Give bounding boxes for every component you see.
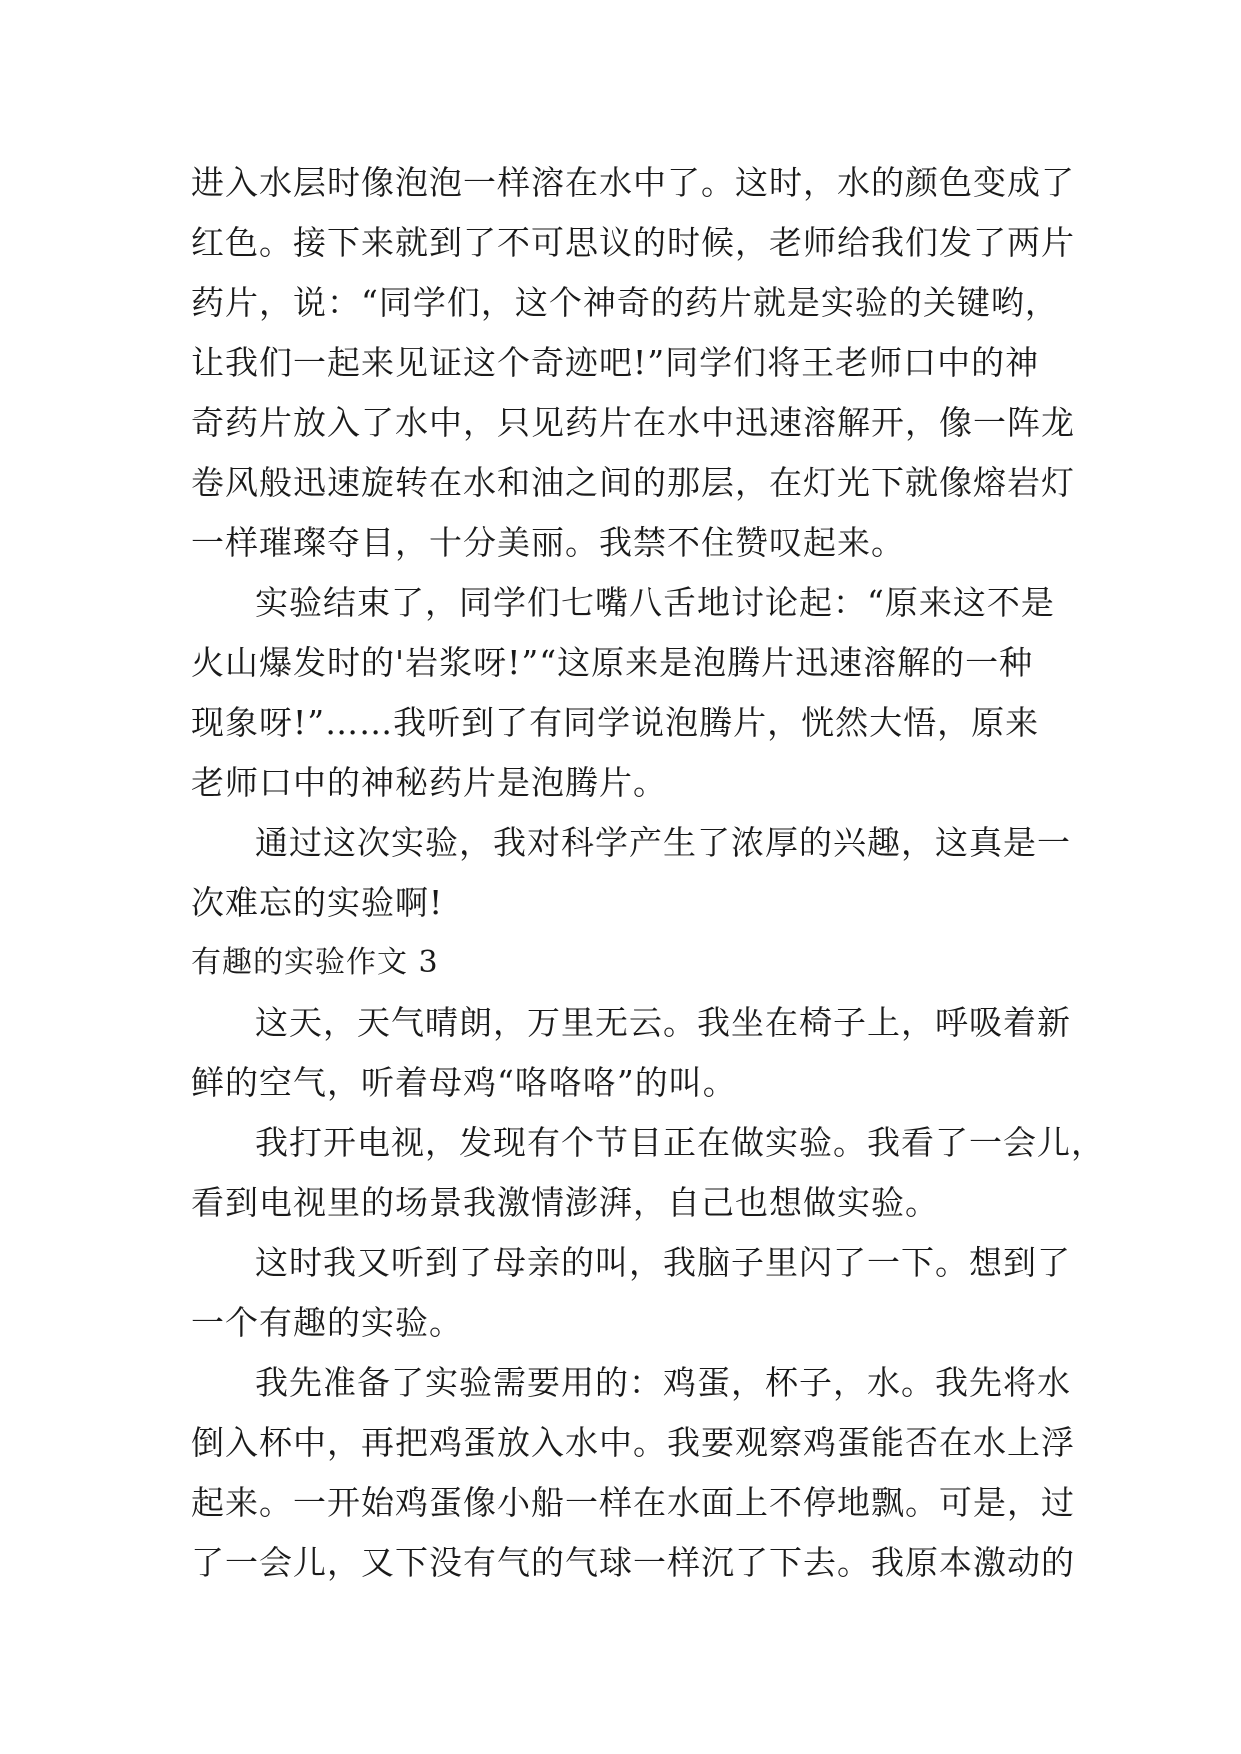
text-line: 卷风般迅速旋转在水和油之间的那层，在灯光下就像熔岩灯 (191, 463, 1075, 502)
section-heading: 有趣的实验作文 3 (191, 945, 439, 980)
text-line: 进入水层时像泡泡一样溶在水中了。这时，水的颜色变成了 (191, 163, 1075, 202)
text-line: 现象呀!”……我听到了有同学说泡腾片，恍然大悟，原来 (191, 703, 1040, 742)
text-line: 了一会儿，又下没有气的气球一样沉了下去。我原本激动的 (191, 1543, 1075, 1582)
text-line: 鲜的空气，听着母鸡“咯咯咯”的叫。 (191, 1063, 737, 1102)
text-line: 我打开电视，发现有个节目正在做实验。我看了一会儿， (255, 1123, 1105, 1162)
text-line: 老师口中的神秘药片是泡腾片。 (191, 763, 667, 802)
essay-body (191, 153, 1105, 1593)
text-line: 实验结束了，同学们七嘴八舌地讨论起：“原来这不是 (255, 583, 1055, 622)
text-line: 药片，说：“同学们，这个神奇的药片就是实验的关键哟， (191, 283, 1059, 322)
text-line: 次难忘的实验啊! (191, 883, 444, 922)
text-line: 起来。一开始鸡蛋像小船一样在水面上不停地飘。可是，过 (191, 1483, 1075, 1522)
text-line: 看到电视里的场景我激情澎湃，自己也想做实验。 (191, 1183, 939, 1222)
text-line: 一样璀璨夺目，十分美丽。我禁不住赞叹起来。 (191, 523, 905, 562)
text-line: 倒入杯中，再把鸡蛋放入水中。我要观察鸡蛋能否在水上浮 (191, 1423, 1075, 1462)
text-line: 我先准备了实验需要用的：鸡蛋，杯子，水。我先将水 (255, 1363, 1071, 1402)
text-line: 这时我又听到了母亲的叫，我脑子里闪了一下。想到了 (255, 1243, 1071, 1282)
text-line: 通过这次实验，我对科学产生了浓厚的兴趣，这真是一 (255, 823, 1071, 862)
text-line: 奇药片放入了水中，只见药片在水中迅速溶解开，像一阵龙 (191, 403, 1075, 442)
text-line: 这天，天气晴朗，万里无云。我坐在椅子上，呼吸着新 (255, 1003, 1071, 1042)
text-line: 让我们一起来见证这个奇迹吧!”同学们将王老师口中的神 (191, 343, 1040, 382)
text-line: 火山爆发时的'岩浆呀!”“这原来是泡腾片迅速溶解的一种 (191, 643, 1034, 682)
text-line: 一个有趣的实验。 (191, 1303, 463, 1342)
text-line: 红色。接下来就到了不可思议的时候，老师给我们发了两片 (191, 223, 1075, 262)
